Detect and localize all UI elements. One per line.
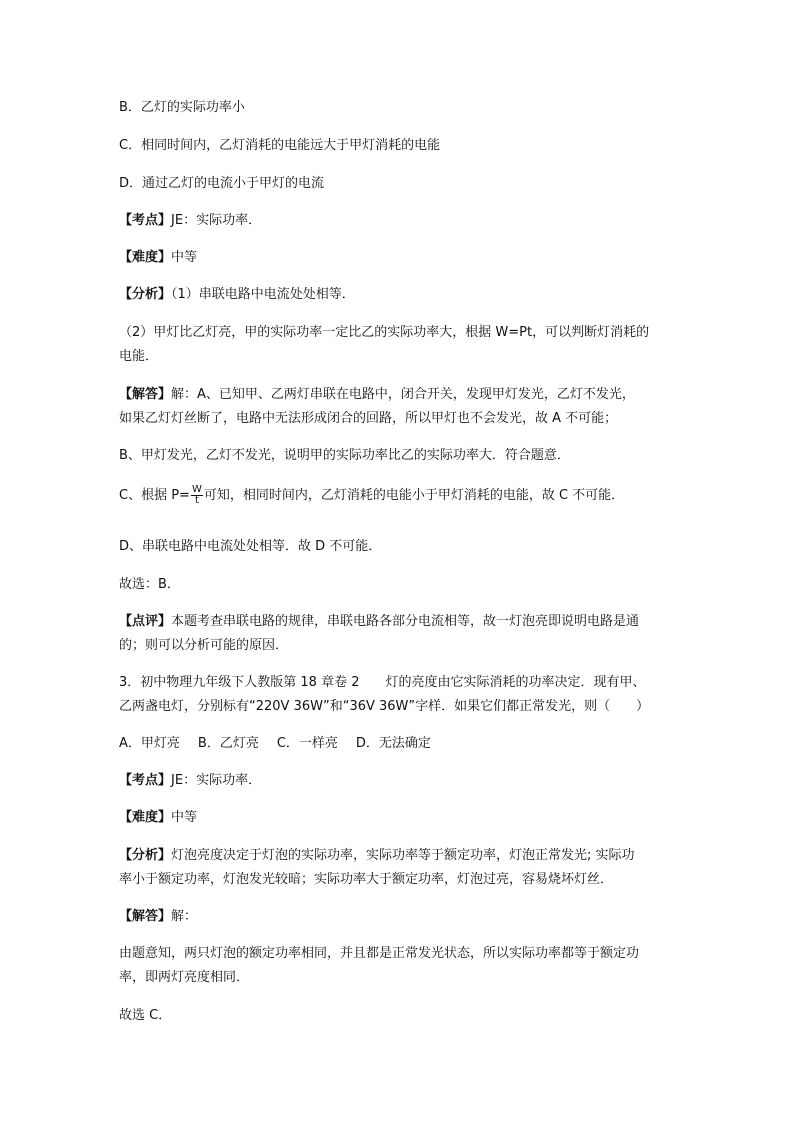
section-tag: 【分析】 [119, 287, 172, 302]
analysis-2: 【分析】灯泡亮度决定于灯泡的实际功率，实际功率等于额定功率，灯泡正常发光; 实际功 [119, 848, 635, 863]
option-c: C．一样亮 [276, 736, 338, 751]
analysis: 【分析】（1）串联电路中电流处处相等． [119, 287, 355, 302]
solution: 【解答】解：A、已知甲、乙两灯串联在电路中，闭合开关，发现甲灯发光，乙灯不发光， [119, 387, 635, 402]
difficulty: 【难度】中等 [119, 250, 198, 265]
section-tag: 【难度】 [119, 810, 172, 825]
section-tag: 【分析】 [119, 848, 172, 863]
section-tag: 【考点】 [119, 213, 172, 228]
solution-2-line-3: 率，即两灯亮度相同． [119, 970, 250, 985]
analysis-line-2: （2）甲灯比乙灯亮，甲的实际功率一定比乙的实际功率大，根据 W=Pt，可以判断灯消耗的 [119, 325, 650, 340]
difficulty-2: 【难度】中等 [119, 810, 198, 825]
analysis-line-3: 电能． [119, 349, 159, 364]
section-tag: 【点评】 [119, 614, 172, 629]
option-b: B．乙灯的实际功率小 [119, 100, 245, 115]
solution-line-2: 如果乙灯灯丝断了，电路中无法形成闭合的回路，所以甲灯也不会发光，故 A 不可能； [119, 411, 618, 426]
solution-line-3: B、甲灯发光，乙灯不发光，说明甲的实际功率比乙的实际功率大．符合题意． [119, 448, 570, 463]
answer-2: 故选 C． [119, 1008, 172, 1023]
option-d: D．无法确定 [355, 736, 431, 751]
option-b: B．乙灯亮 [197, 736, 259, 751]
fraction-w-over-t: $\frac{W}{t}$ [191, 484, 202, 506]
section-tag: 【解答】 [119, 387, 172, 402]
option-c: C．相同时间内，乙灯消耗的电能远大于甲灯消耗的电能 [119, 138, 441, 153]
question-3-options [119, 736, 431, 752]
knowledge-point-2: 【考点】JE：实际功率． [119, 773, 262, 788]
analysis-2-line-2: 率小于额定功率，灯泡发光较暗；实际功率大于额定功率，灯泡过亮，容易烧坏灯丝． [119, 872, 614, 887]
option-d: D．通过乙灯的电流小于甲灯的电流 [119, 176, 325, 191]
comment-line-2: 的；则可以分析可能的原因． [119, 638, 289, 653]
section-tag: 【难度】 [119, 250, 172, 265]
question-3: 3．初中物理九年级下人教版第 18 章卷 2 灯的亮度由它实际消耗的功率决定．现有甲、 [119, 675, 646, 690]
section-tag: 【考点】 [119, 773, 172, 788]
knowledge-point: 【考点】JE：实际功率． [119, 213, 262, 228]
solution-2-line-2: 由题意知，两只灯泡的额定功率相同，并且都是正常发光状态，所以实际功率都等于额定功 [119, 946, 640, 961]
section-tag: 【解答】 [119, 909, 172, 924]
solution-2: 【解答】解： [119, 909, 198, 924]
solution-line-5: D、串联电路中电流处处相等．故 D 不可能． [119, 539, 382, 554]
option-a: A．甲灯亮 [119, 736, 180, 751]
question-3-line-2: 乙两盏电灯，分别标有“220V 36W”和“36V 36W”字样．如果它们都正常发光，则（ ） [119, 699, 650, 714]
solution-line-4: C、根据 P= $\frac{W}{t}$ 可知，相同时间内，乙灯消耗的电能小于甲灯消耗的电能，故 C 不可能． [119, 484, 625, 506]
answer: 故选：B． [119, 577, 180, 592]
comment: 【点评】本题考查串联电路的规律，串联电路各部分电流相等，故一灯泡亮即说明电路是通 [119, 614, 640, 629]
